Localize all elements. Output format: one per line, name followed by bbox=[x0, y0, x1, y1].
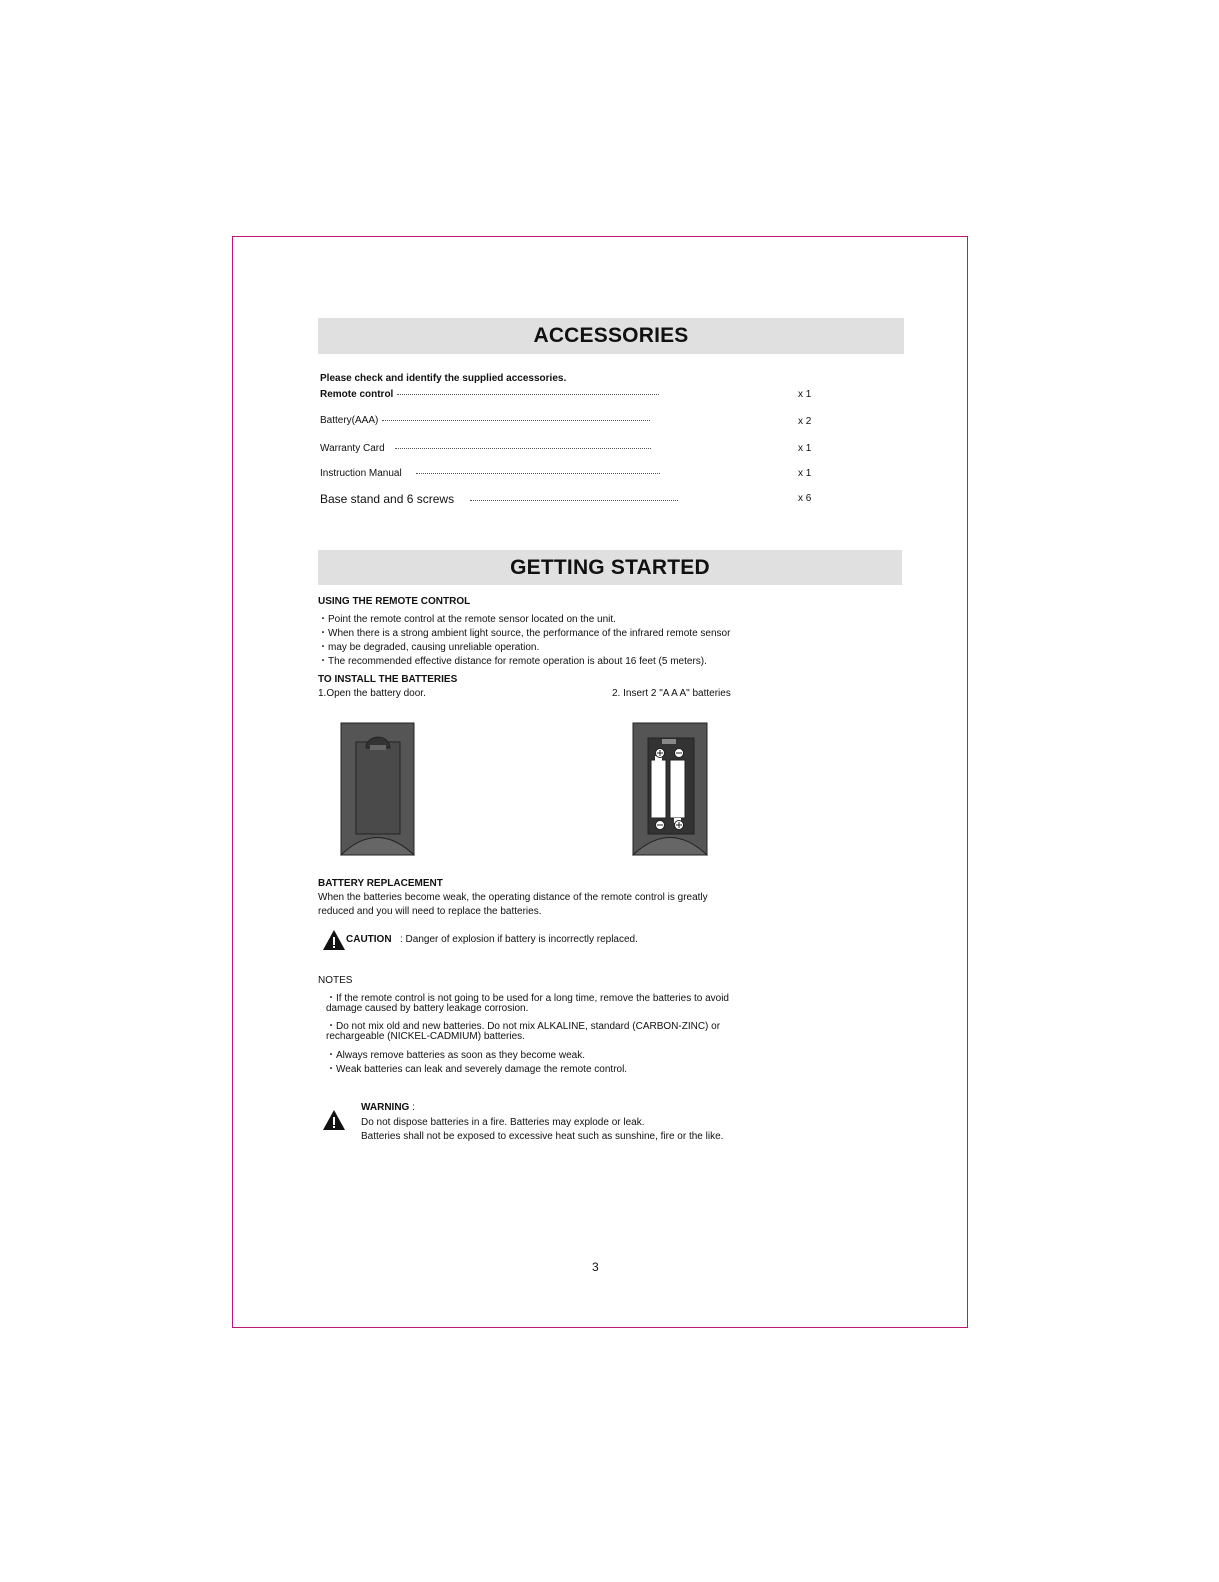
remote-bullet: ・The recommended effective distance for remote operation is about 16 feet (5 meters). bbox=[318, 656, 707, 667]
warning-line: Do not dispose batteries in a fire. Batteries may explode or leak. bbox=[361, 1117, 645, 1128]
caution-label: CAUTION bbox=[346, 934, 392, 945]
accessory-name: Base stand and 6 screws bbox=[320, 492, 455, 506]
accessory-name: Warranty Card bbox=[320, 443, 385, 454]
accessory-name: Instruction Manual bbox=[320, 468, 402, 479]
accessory-qty: x 6 bbox=[798, 493, 812, 504]
accessory-name: Battery(AAA) bbox=[320, 415, 379, 426]
warning-triangle-icon bbox=[322, 1109, 346, 1131]
install-step-1: 1.Open the battery door. bbox=[318, 688, 426, 699]
accessory-row bbox=[320, 415, 650, 426]
remote-bullet: ・Point the remote control at the remote sensor located on the unit. bbox=[318, 614, 616, 625]
getting-started-banner bbox=[318, 550, 902, 585]
remote-closed-illustration bbox=[340, 722, 418, 858]
caution-warning-triangle-icon bbox=[322, 929, 346, 951]
replacement-line: reduced and you will need to replace the batteries. bbox=[318, 906, 542, 917]
notes-line: damage caused by battery leakage corrosion. bbox=[326, 1003, 529, 1014]
accessory-row bbox=[320, 389, 659, 400]
remote-bullet: ・may be degraded, causing unreliable operation. bbox=[318, 642, 540, 653]
replacement-line: When the batteries become weak, the operating distance of the remote control is greatly bbox=[318, 892, 708, 903]
remote-open-illustration bbox=[632, 722, 710, 858]
notes-line: ・Do not mix old and new batteries. Do not mix ALKALINE, standard (CARBON-ZINC) or bbox=[326, 1021, 721, 1032]
accessories-banner bbox=[318, 318, 904, 354]
remote-heading: USING THE REMOTE CONTROL bbox=[318, 596, 471, 607]
accessories-title: ACCESSORIES bbox=[533, 324, 689, 347]
accessory-name: Remote control bbox=[320, 389, 394, 400]
remote-bullet: ・When there is a strong ambient light source, the performance of the infrared remote sensor bbox=[318, 628, 731, 639]
accessory-row bbox=[320, 443, 651, 454]
page-number: 3 bbox=[592, 1260, 599, 1274]
warning-label: WARNING bbox=[361, 1102, 410, 1113]
accessory-row bbox=[320, 492, 678, 506]
getting-started-title: GETTING STARTED bbox=[510, 555, 710, 579]
accessory-qty: x 2 bbox=[798, 416, 812, 427]
warning-line: Batteries shall not be exposed to excessive heat such as sunshine, fire or the like. bbox=[361, 1131, 724, 1142]
notes-line: ・Always remove batteries as soon as they become weak. bbox=[326, 1050, 586, 1061]
install-heading: TO INSTALL THE BATTERIES bbox=[318, 674, 458, 685]
warning-colon: : bbox=[412, 1102, 415, 1113]
accessory-qty: x 1 bbox=[798, 468, 812, 479]
replacement-heading: BATTERY REPLACEMENT bbox=[318, 878, 443, 889]
notes-line: rechargeable (NICKEL-CADMIUM) batteries. bbox=[326, 1031, 525, 1042]
accessories-intro: Please check and identify the supplied accessories. bbox=[320, 373, 567, 384]
notes-line: ・Weak batteries can leak and severely damage the remote control. bbox=[326, 1064, 628, 1075]
accessory-qty: x 1 bbox=[798, 443, 812, 454]
notes-line: ・If the remote control is not going to be used for a long time, remove the batteries to avoid bbox=[326, 993, 729, 1004]
notes-heading: NOTES bbox=[318, 975, 353, 986]
caution-text: : Danger of explosion if battery is incorrectly replaced. bbox=[400, 934, 638, 945]
accessory-row bbox=[320, 468, 660, 479]
install-step-2: 2. Insert 2 "A A A" batteries bbox=[612, 688, 731, 699]
accessory-qty: x 1 bbox=[798, 389, 812, 400]
warning-heading bbox=[361, 1102, 415, 1113]
